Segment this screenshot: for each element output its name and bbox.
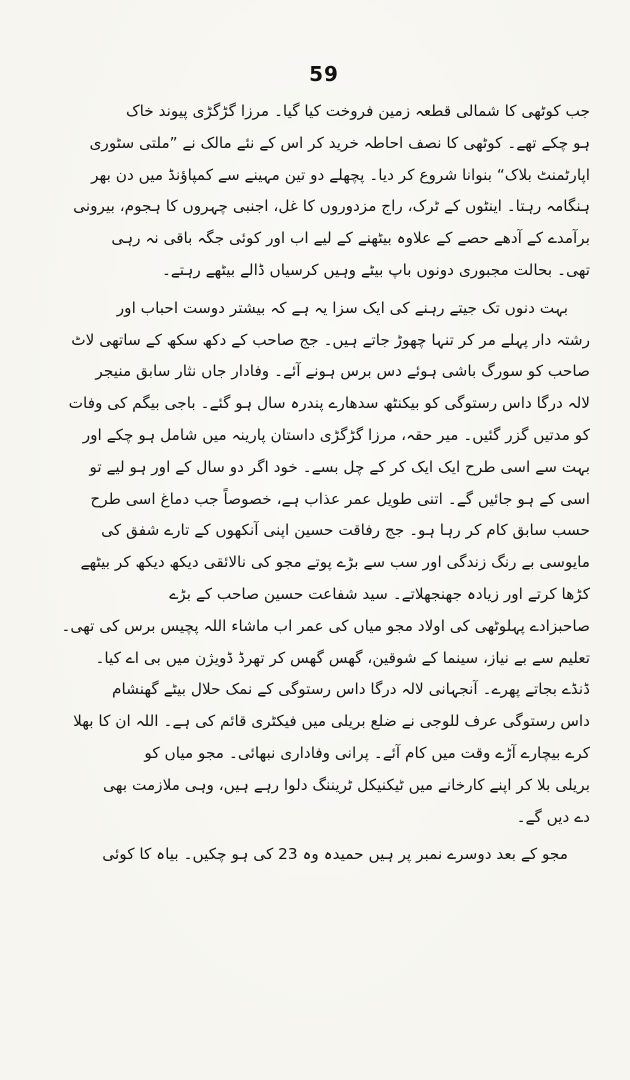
text-line: حسب سابق کام کر رہا ہو۔ جج رفاقت حسین اپنی آنکھوں کے تارے شفق کی xyxy=(101,521,590,540)
text-line: لالہ درگا داس رستوگی کو بیکنٹھ سدھارے پندرہ سال ہو گئے۔ باجی بیگم کی وفات xyxy=(68,394,590,413)
text-line: ہنگامہ رہتا۔ اینٹوں کے ٹرک، راج مزدوروں کا غل، اجنبی چہروں کا ہجوم، بیرونی xyxy=(73,197,590,216)
text-line: بریلی بلا کر اپنے کارخانے میں ٹیکنیکل ٹریننگ دلوا رہے ہیں، وہی ملازمت بھی xyxy=(103,775,590,794)
text-line: داس رستوگی عرف للوجی نے ضلع بریلی میں فیکٹری قائم کی ہے۔ اللہ ان کا بھلا xyxy=(73,712,590,731)
text-line: صاحب کو سورگ باشی ہوئے دس برس ہونے آئے۔ وفادار جاں نثار سابق منیجر xyxy=(95,362,590,381)
text-line: مجو کے بعد دوسرے نمبر پر ہیں حمیدہ وہ 23 کی ہو چکیں۔ بیاہ کا کوئی xyxy=(102,845,568,864)
paragraph-2 xyxy=(58,293,590,834)
text-line: ہو چکے تھے۔ کوٹھی کا نصف احاطہ خرید کر اس کے نئے مالک نے ”ملتی سٹوری xyxy=(89,133,590,152)
body-text xyxy=(58,96,590,871)
text-line: جب کوٹھی کا شمالی قطعہ زمین فروخت کیا گیا۔ مرزا گڑگڑی پیوند خاک xyxy=(125,102,590,120)
text-line: تعلیم سے بے نیاز، سینما کے شوقین، گھس گھس کر تھرڈ ڈویژن میں بی اے کیا۔ xyxy=(95,648,590,667)
text-line: رشتہ دار پہلے مر کر تنہا چھوڑ جاتے ہیں۔ جج صاحب کے دکھ سکھ کے ساتھی لاٹ xyxy=(71,330,590,349)
paragraph-1 xyxy=(58,96,590,287)
page-number: 59 xyxy=(309,62,339,86)
paragraph-3 xyxy=(58,839,590,871)
text-line: بہت دنوں تک جیتے رہنے کی ایک سزا یہ ہے کہ بیشتر دوست احباب اور xyxy=(116,298,568,317)
text-line: کرے بیچارے آڑے وقت میں کام آئے۔ پرانی وفاداری نبھائی۔ مجو میاں کو xyxy=(144,743,590,762)
text-line: صاحبزادے پہلوٹھی کی اولاد مجو میاں کی عمر اب ماشاء اللہ پچیس برس کی تھی۔ xyxy=(61,616,590,635)
text-line: کو مدتیں گزر گئیں۔ میر حقہ، مرزا گڑگڑی داستان پارینہ میں شامل ہو چکے اور xyxy=(82,425,590,444)
text-line: بہت سے اسی طرح ایک ایک کر کے چل بسے۔ خود اگر دو سال کے اور ہو لیے تو xyxy=(89,457,590,476)
text-line: مایوسی بے رنگ زندگی اور سب سے بڑے پوتے مجو کی نالائقی دیکھ دیکھ کر بیٹھے xyxy=(80,553,590,572)
text-line: تھی۔ بحالت مجبوری دونوں باپ بیٹے وہیں کرسیاں ڈالے بیٹھے رہتے۔ xyxy=(161,260,590,279)
text-line: ڈنڈے بجاتے پھرے۔ آنجہانی لالہ درگا داس رستوگی کے نمک حلال بیٹے گھنشام xyxy=(111,680,590,699)
text-line: کڑھا کرتے اور زیادہ جھنجھلاتے۔ سید شفاعت حسین صاحب کے بڑے xyxy=(169,584,590,603)
text-line: دے دیں گے۔ xyxy=(516,807,590,826)
text-line: اسی کے ہو جائیں گے۔ اتنی طویل عمر عذاب ہے، خصوصاً جب دماغ اسی طرح xyxy=(90,489,590,508)
text-line: برآمدے کے آدھے حصے کے علاوہ بیٹھنے کے لیے اب اور کوئی جگہ باقی نہ رہی xyxy=(111,229,590,248)
text-line: اپارٹمنٹ بلاک“ بنوانا شروع کر دیا۔ پچھلے دو تین مہینے سے کمپاؤنڈ میں دن بھر xyxy=(91,165,590,184)
